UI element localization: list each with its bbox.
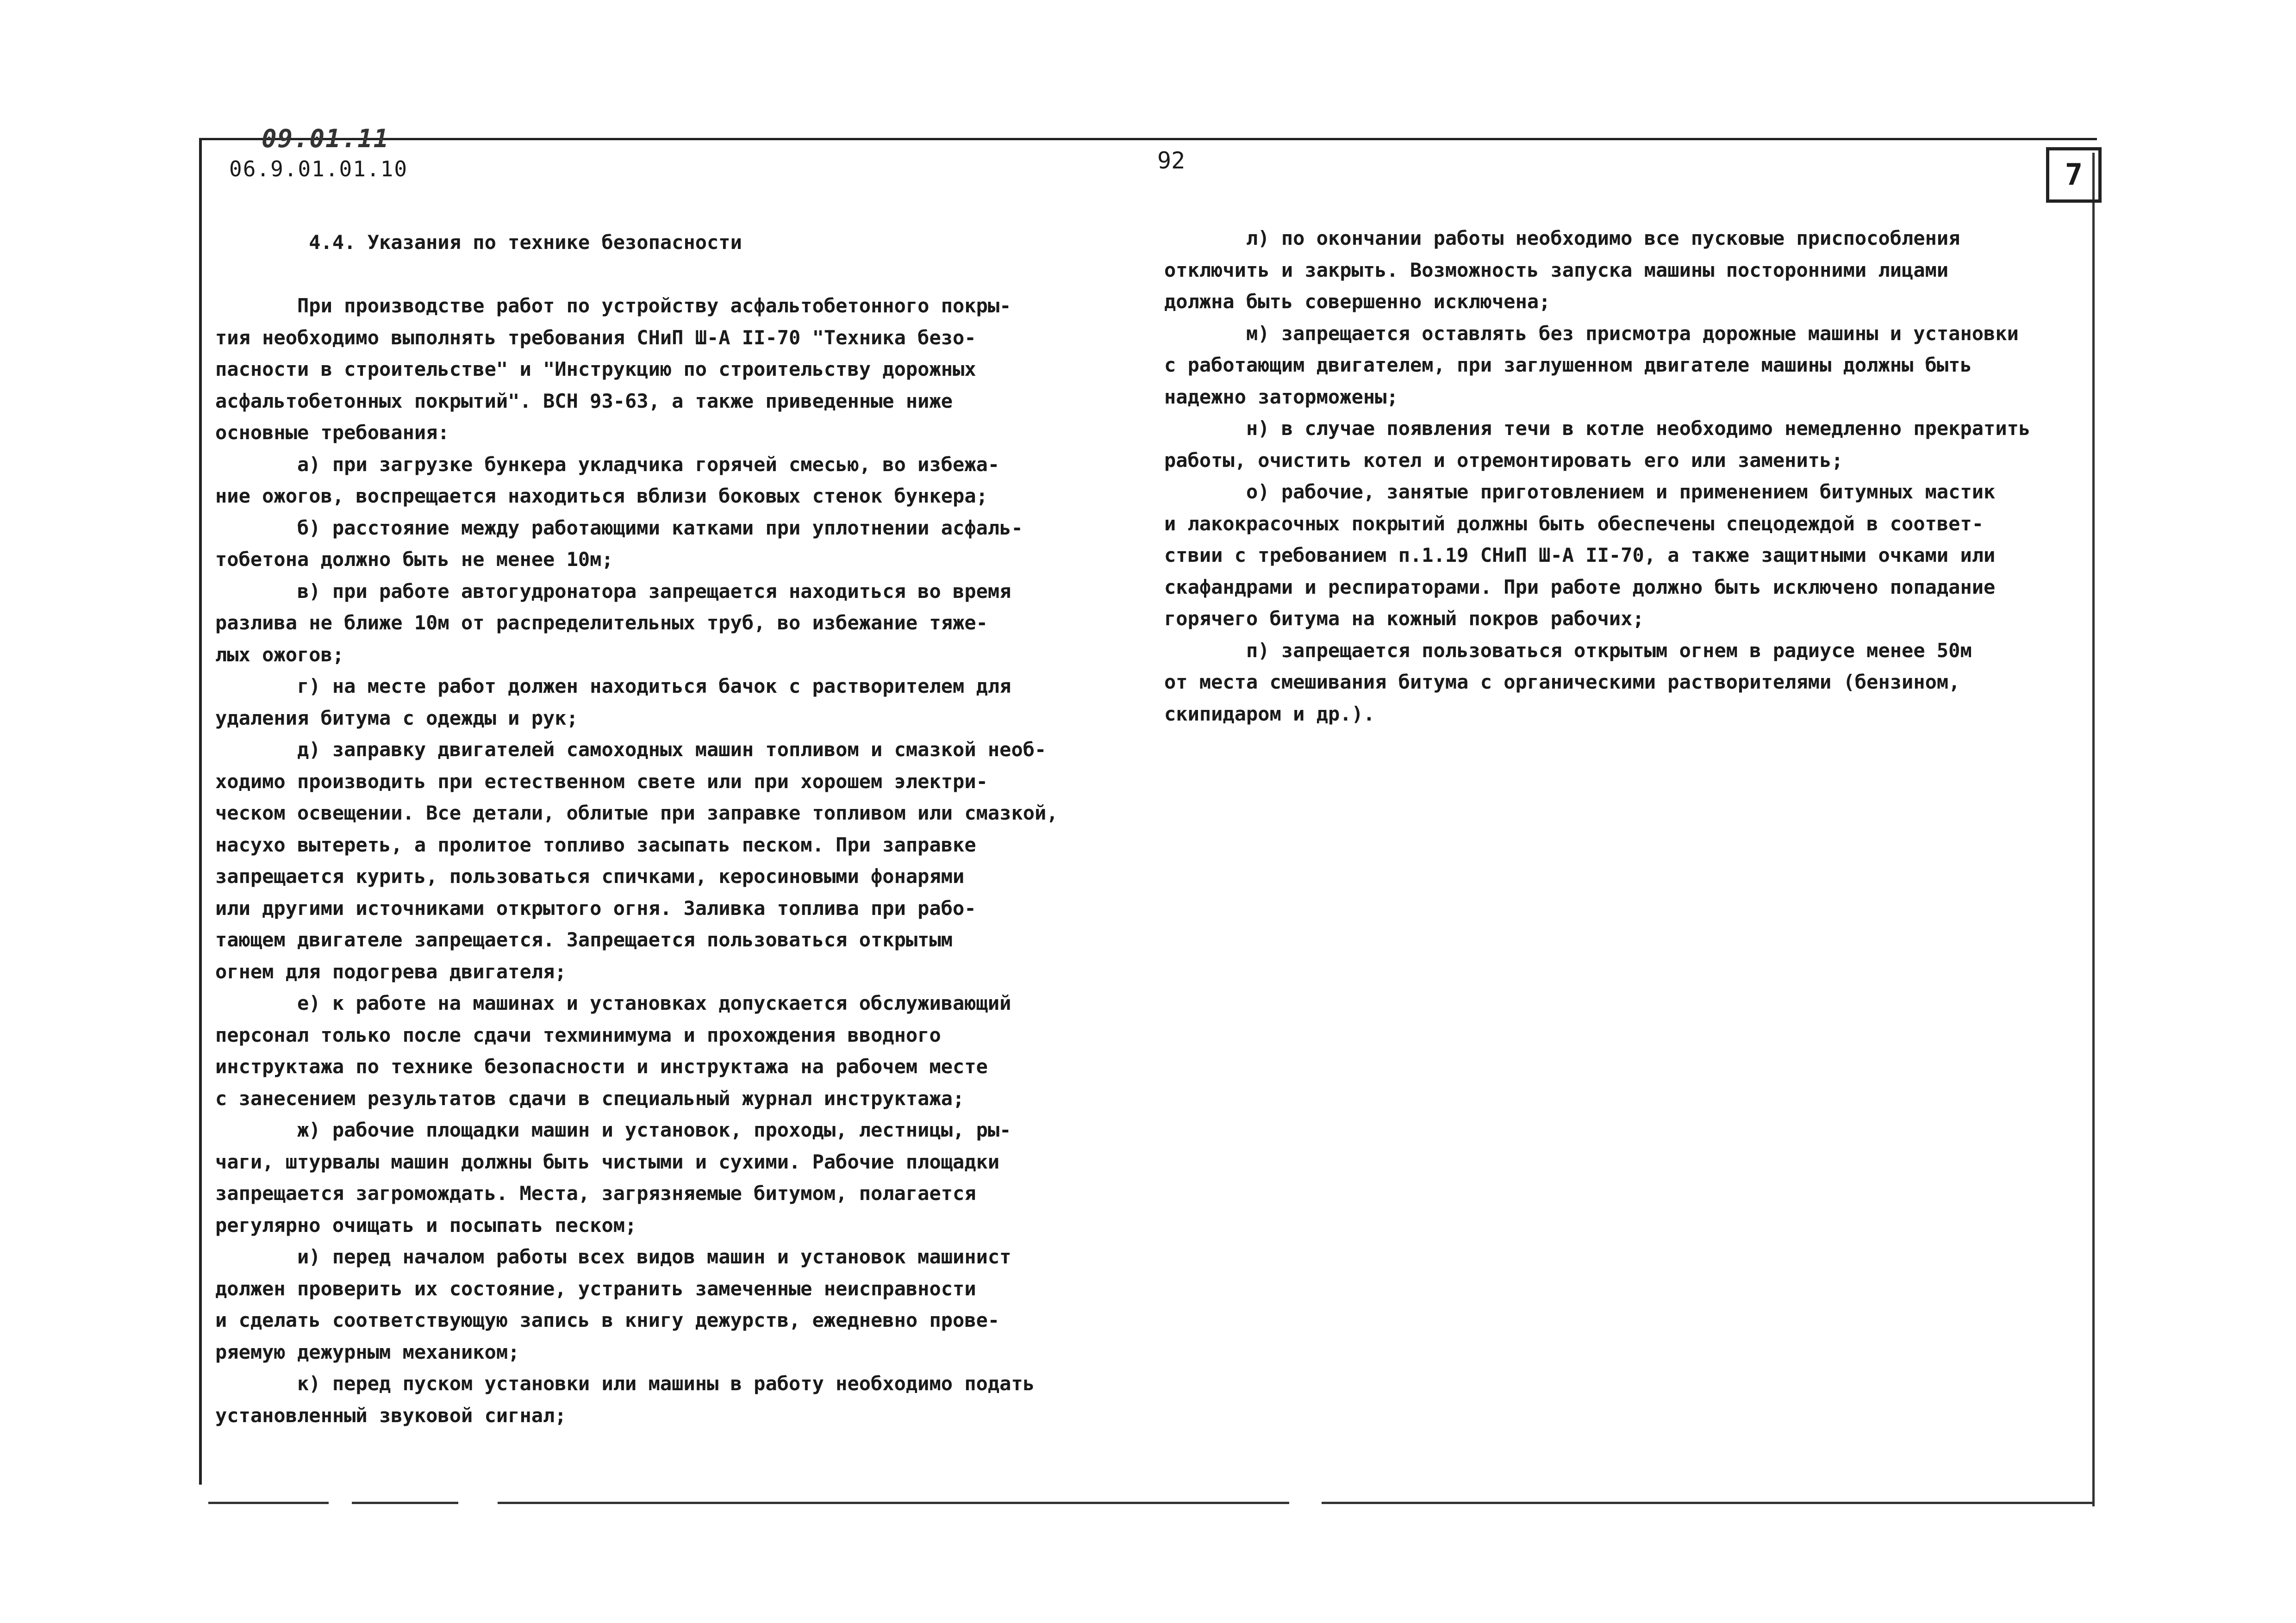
text-line: от места смешивания битума с органическими растворителями (бензином, [1164, 671, 1960, 693]
text-line: ж) рабочие площадки машин и установок, проходы, лестницы, ры- [215, 1119, 1011, 1141]
text-line: скипидаром и др.). [1164, 702, 1375, 725]
text-line: удаления битума с одежды и рук; [215, 706, 578, 729]
text-line [215, 259, 1058, 291]
text-line: работы, очистить котел и отремонтировать его или заменить; [1164, 448, 1843, 472]
text-line: огнем для подогрева двигателя; [215, 960, 567, 983]
text-line: н) в случае появления течи в котле необходимо немедленно прекратить [1164, 417, 2031, 440]
bottom-rule-segment [498, 1502, 1289, 1504]
text-line: запрещается курить, пользоваться спичками, керосиновыми фонарями [215, 865, 965, 888]
frame-left-border [199, 138, 202, 1485]
text-line: скафандрами и респираторами. При работе должно быть исключено попадание [1164, 575, 1996, 598]
text-line: ходимо производить при естественном свете или при хорошем электри- [215, 770, 988, 793]
text-line: асфальтобетонных покрытий". ВСН 93-63, а также приведенные ниже [215, 389, 953, 412]
text-line: При производстве работ по устройству асфальтобетонного покры- [215, 294, 1011, 317]
text-line: должен проверить их состояние, устранить замеченные неисправности [215, 1277, 976, 1300]
text-line: персонал только после сдачи техминимума и прохождения вводного [215, 1023, 941, 1046]
text-line: п) запрещается пользоваться открытым огнем в радиусе менее 50м [1164, 639, 1972, 662]
text-line: ческом освещении. Все детали, облитые при заправке топливом или смазкой, [215, 802, 1058, 824]
text-line: е) к работе на машинах и установках допускается обслуживающий [215, 992, 1011, 1014]
text-line: и лакокрасочных покрытий должны быть обеспечены спецодеждой в соответ- [1164, 512, 1984, 535]
text-line: 4.4. Указания по технике безопасности [215, 231, 742, 254]
text-line: с занесением результатов сдачи в специальный журнал инструктажа; [215, 1087, 965, 1110]
text-line: тобетона должно быть не менее 10м; [215, 548, 613, 571]
text-line: пасности в строительстве" и "Инструкцию по строительству дорожных [215, 358, 976, 380]
text-line: отключить и закрыть. Возможность запуска машины посторонними лицами [1164, 258, 1949, 281]
text-line: г) на месте работ должен находиться бачок с растворителем для [215, 675, 1011, 697]
text-line: ствии с требованием п.1.19 СНиП Ш-А II-70, а также защитными очками или [1164, 544, 1996, 566]
text-line: и) перед началом работы всех видов машин и установок машинист [215, 1245, 1011, 1268]
sheet-number: 7 [2065, 158, 2083, 192]
bottom-rule-segment [352, 1502, 458, 1504]
doc-code-handwritten: 09.01.11 [262, 124, 390, 153]
frame-top-border [199, 138, 2097, 140]
text-line: установленный звуковой сигнал; [215, 1404, 567, 1427]
bottom-rule-segment [208, 1502, 329, 1504]
text-line: м) запрещается оставлять без присмотра дорожные машины и установки [1164, 322, 2019, 345]
page-number: 92 [1157, 147, 1185, 174]
text-line: запрещается загромождать. Места, загрязняемые битумом, полагается [215, 1182, 976, 1205]
text-line: в) при работе автогудронатора запрещается находиться во время [215, 579, 1011, 603]
text-line: о) рабочие, занятые приготовлением и применением битумных мастик [1164, 480, 1996, 503]
text-line: б) расстояние между работающими катками при уплотнении асфаль- [215, 516, 1023, 539]
right-column-text [1164, 223, 2030, 730]
text-line: л) по окончании работы необходимо все пусковые приспособления [1164, 227, 1960, 249]
text-line: ряемую дежурным механиком; [215, 1340, 520, 1363]
sheet-number-box [2046, 147, 2102, 203]
text-line: должна быть совершенно исключена; [1164, 290, 1551, 313]
text-line: тия необходимо выполнять требования СНиП Ш-А II-70 "Техника безо- [215, 326, 976, 349]
text-line: основные требования: [215, 421, 449, 444]
text-line: с работающим двигателем, при заглушенном двигателе машины должны быть [1164, 354, 1972, 376]
text-line: горячего битума на кожный покров рабочих; [1164, 607, 1644, 630]
text-line: а) при загрузке бункера укладчика горячей смесью, во избежа- [215, 453, 1000, 476]
left-column-text [215, 227, 1058, 1431]
text-line: к) перед пуском установки или машины в работу необходимо подать [215, 1372, 1035, 1395]
bottom-rule-segment [1322, 1502, 2095, 1504]
text-line: разлива не ближе 10м от распределительных труб, во избежание тяже- [215, 611, 988, 634]
doc-code: 06.9.01.01.10 [229, 156, 408, 181]
text-line: ние ожогов, воспрещается находиться вблизи боковых стенок бункера; [215, 485, 988, 507]
text-line: д) заправку двигателей самоходных машин топливом и смазкой необ- [215, 738, 1047, 761]
text-line: чаги, штурвалы машин должны быть чистыми и сухими. Рабочие площадки [215, 1150, 1000, 1173]
text-line: лых ожогов; [215, 643, 344, 666]
frame-right-border [2092, 153, 2095, 1506]
text-line: или другими источниками открытого огня. Заливка топлива при рабо- [215, 896, 976, 920]
text-line: тающем двигателе запрещается. Запрещается пользоваться открытым [215, 928, 953, 951]
text-line: надежно заторможены; [1164, 385, 1398, 408]
text-line: инструктажа по технике безопасности и инструктажа на рабочем месте [215, 1055, 988, 1078]
text-line: регулярно очищать и посыпать песком; [215, 1213, 637, 1237]
text-line: насухо вытереть, а пролитое топливо засыпать песком. При заправке [215, 833, 976, 856]
text-line: и сделать соответствующую запись в книгу дежурств, ежедневно прове- [215, 1309, 1000, 1331]
